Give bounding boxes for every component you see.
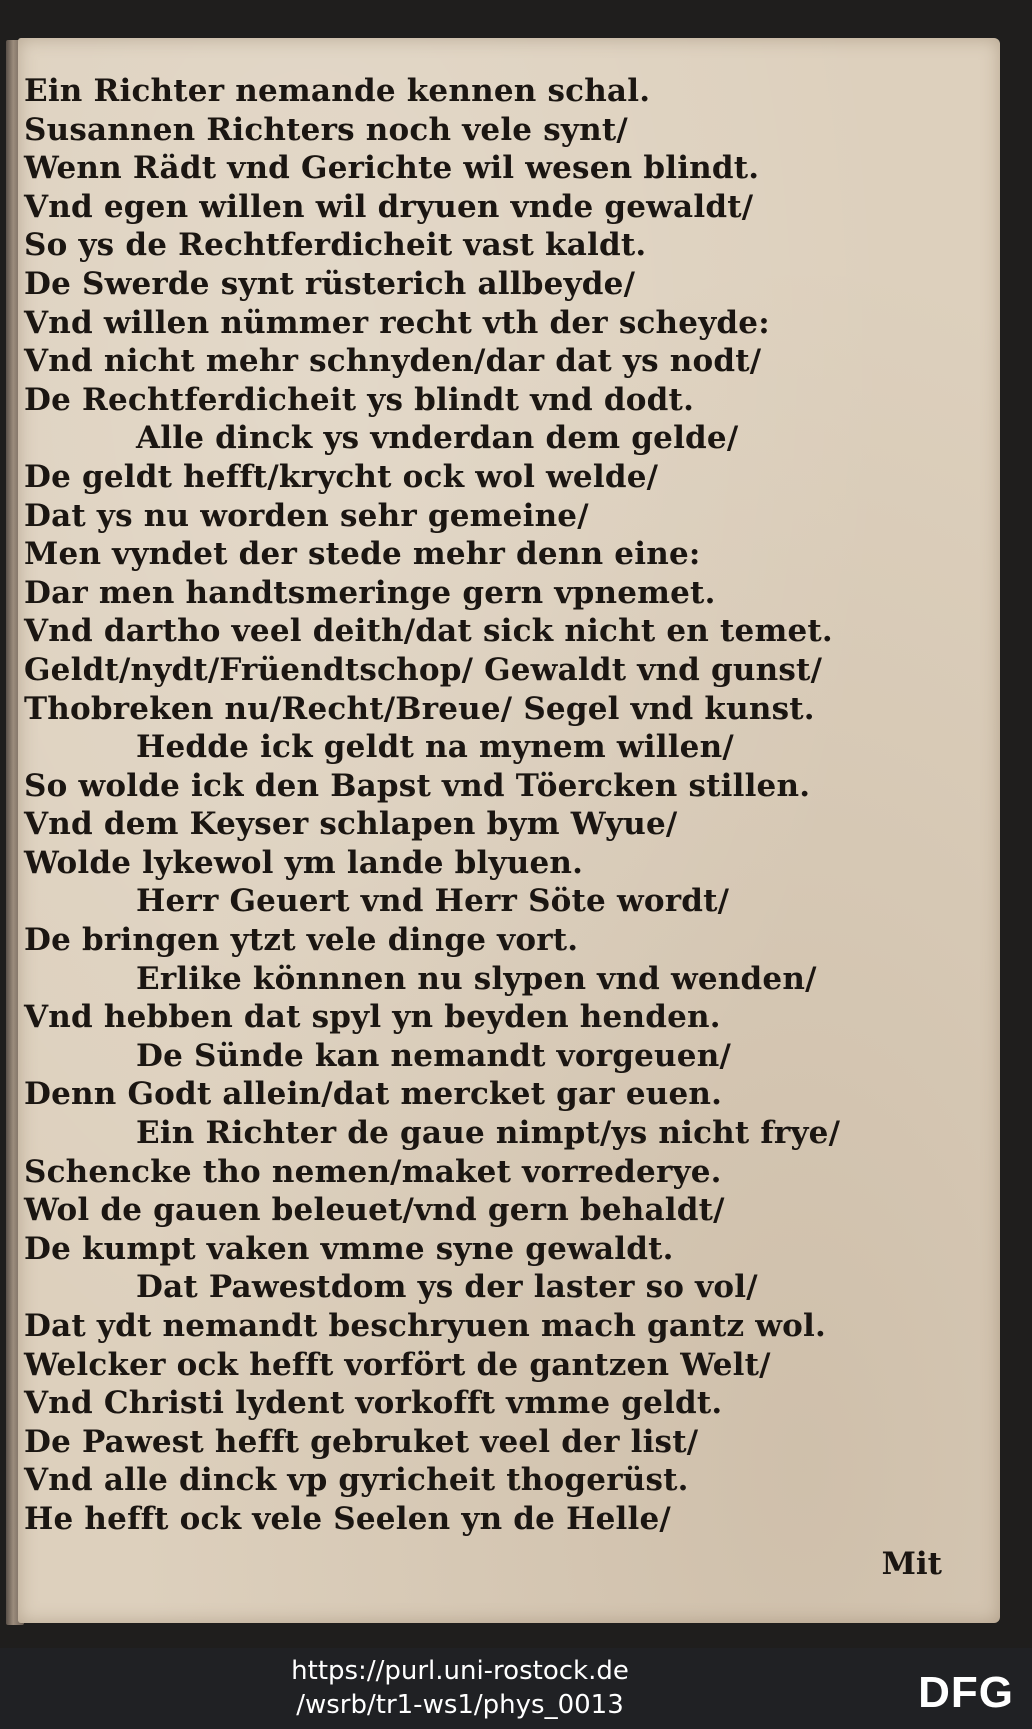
- text-line: Vnd nicht mehr schnyden/dar dat ys nodt/: [24, 343, 762, 380]
- text-line: Ein Richter de gaue nimpt/ys nicht frye/: [136, 1115, 841, 1152]
- text-line: De Pawest hefft gebruket veel der list/: [24, 1423, 699, 1460]
- text-line: Denn Godt allein/dat mercket gar euen.: [24, 1076, 723, 1113]
- text-line: Geldt/nydt/Früendtschop/ Gewaldt vnd gunst/: [24, 651, 823, 688]
- text-line: De geldt hefft/krycht ock wol welde/: [24, 458, 659, 495]
- text-line: Vnd alle dinck vp gyricheit thogerüst.: [24, 1462, 689, 1499]
- text-line: Hedde ick geldt na mynem willen/: [136, 729, 734, 766]
- url-line-2[interactable]: /wsrb/tr1-ws1/phys_0013: [296, 1690, 624, 1720]
- text-line: De Sünde kan nemandt vorgeuen/: [136, 1037, 731, 1074]
- text-line: Dat Pawestdom ys der laster so vol/: [136, 1269, 758, 1306]
- text-line: Dat ys nu worden sehr gemeine/: [24, 497, 589, 534]
- text-line: De Swerde synt rüsterich allbeyde/: [24, 265, 636, 302]
- text-line: Wolde lykewol ym lande blyuen.: [24, 844, 584, 881]
- verse-text-block: [24, 72, 974, 1539]
- text-line: Vnd dartho veel deith/dat sick nicht en temet.: [24, 613, 833, 650]
- text-line: Schencke tho nemen/maket vorrederye.: [24, 1153, 722, 1190]
- text-line: Wol de gauen beleuet/vnd gern behaldt/: [24, 1192, 725, 1229]
- catchword: Mit: [881, 1546, 942, 1582]
- text-line: Vnd hebben dat spyl yn beyden henden.: [24, 999, 721, 1036]
- text-line: Dat ydt nemandt beschryuen mach gantz wol.: [24, 1308, 827, 1344]
- text-line: Ein Richter nemande kennen schal.: [24, 73, 651, 109]
- text-line: Welcker ock hefft vorfört de gantzen Welt/: [24, 1346, 771, 1383]
- text-line: Vnd willen nümmer recht vth der scheyde:: [24, 304, 770, 341]
- text-line: Vnd Christi lydent vorkofft vmme geldt.: [24, 1385, 723, 1422]
- text-line: Wenn Rädt vnd Gerichte wil wesen blindt.: [24, 150, 760, 187]
- book-page: [18, 38, 1000, 1623]
- text-line: Herr Geuert vnd Herr Söte wordt/: [136, 883, 730, 920]
- text-line: Dar men handtsmeringe gern vpnemet.: [24, 574, 716, 611]
- text-line: Men vyndet der stede mehr denn eine:: [24, 536, 701, 573]
- text-line: Vnd dem Keyser schlapen bym Wyue/: [24, 806, 678, 843]
- url-line-1[interactable]: https://purl.uni-rostock.de: [291, 1656, 629, 1686]
- text-line: De kumpt vaken vmme syne gewaldt.: [24, 1230, 674, 1267]
- text-line: So wolde ick den Bapst vnd Töercken stillen.: [24, 767, 811, 804]
- text-line: Susannen Richters noch vele synt/: [24, 111, 628, 148]
- text-line: He hefft ock vele Seelen yn de Helle/: [24, 1500, 671, 1537]
- text-line: Thobreken nu/Recht/Breue/ Segel vnd kunst.: [24, 690, 815, 727]
- dfg-logo: DFG: [918, 1668, 1014, 1717]
- text-line: De Rechtferdicheit ys blindt vnd dodt.: [24, 381, 695, 418]
- text-line: So ys de Rechtferdicheit vast kaldt.: [24, 227, 647, 264]
- permalink-url[interactable]: [0, 1654, 920, 1722]
- text-line: De bringen ytzt vele dinge vort.: [24, 922, 579, 959]
- footer-bar: [0, 1648, 1032, 1729]
- text-line: Vnd egen willen wil dryuen vnde gewaldt/: [24, 188, 754, 225]
- text-line: Erlike könnnen nu slypen vnd wenden/: [136, 960, 817, 997]
- text-line: Alle dinck ys vnderdan dem gelde/: [136, 420, 739, 457]
